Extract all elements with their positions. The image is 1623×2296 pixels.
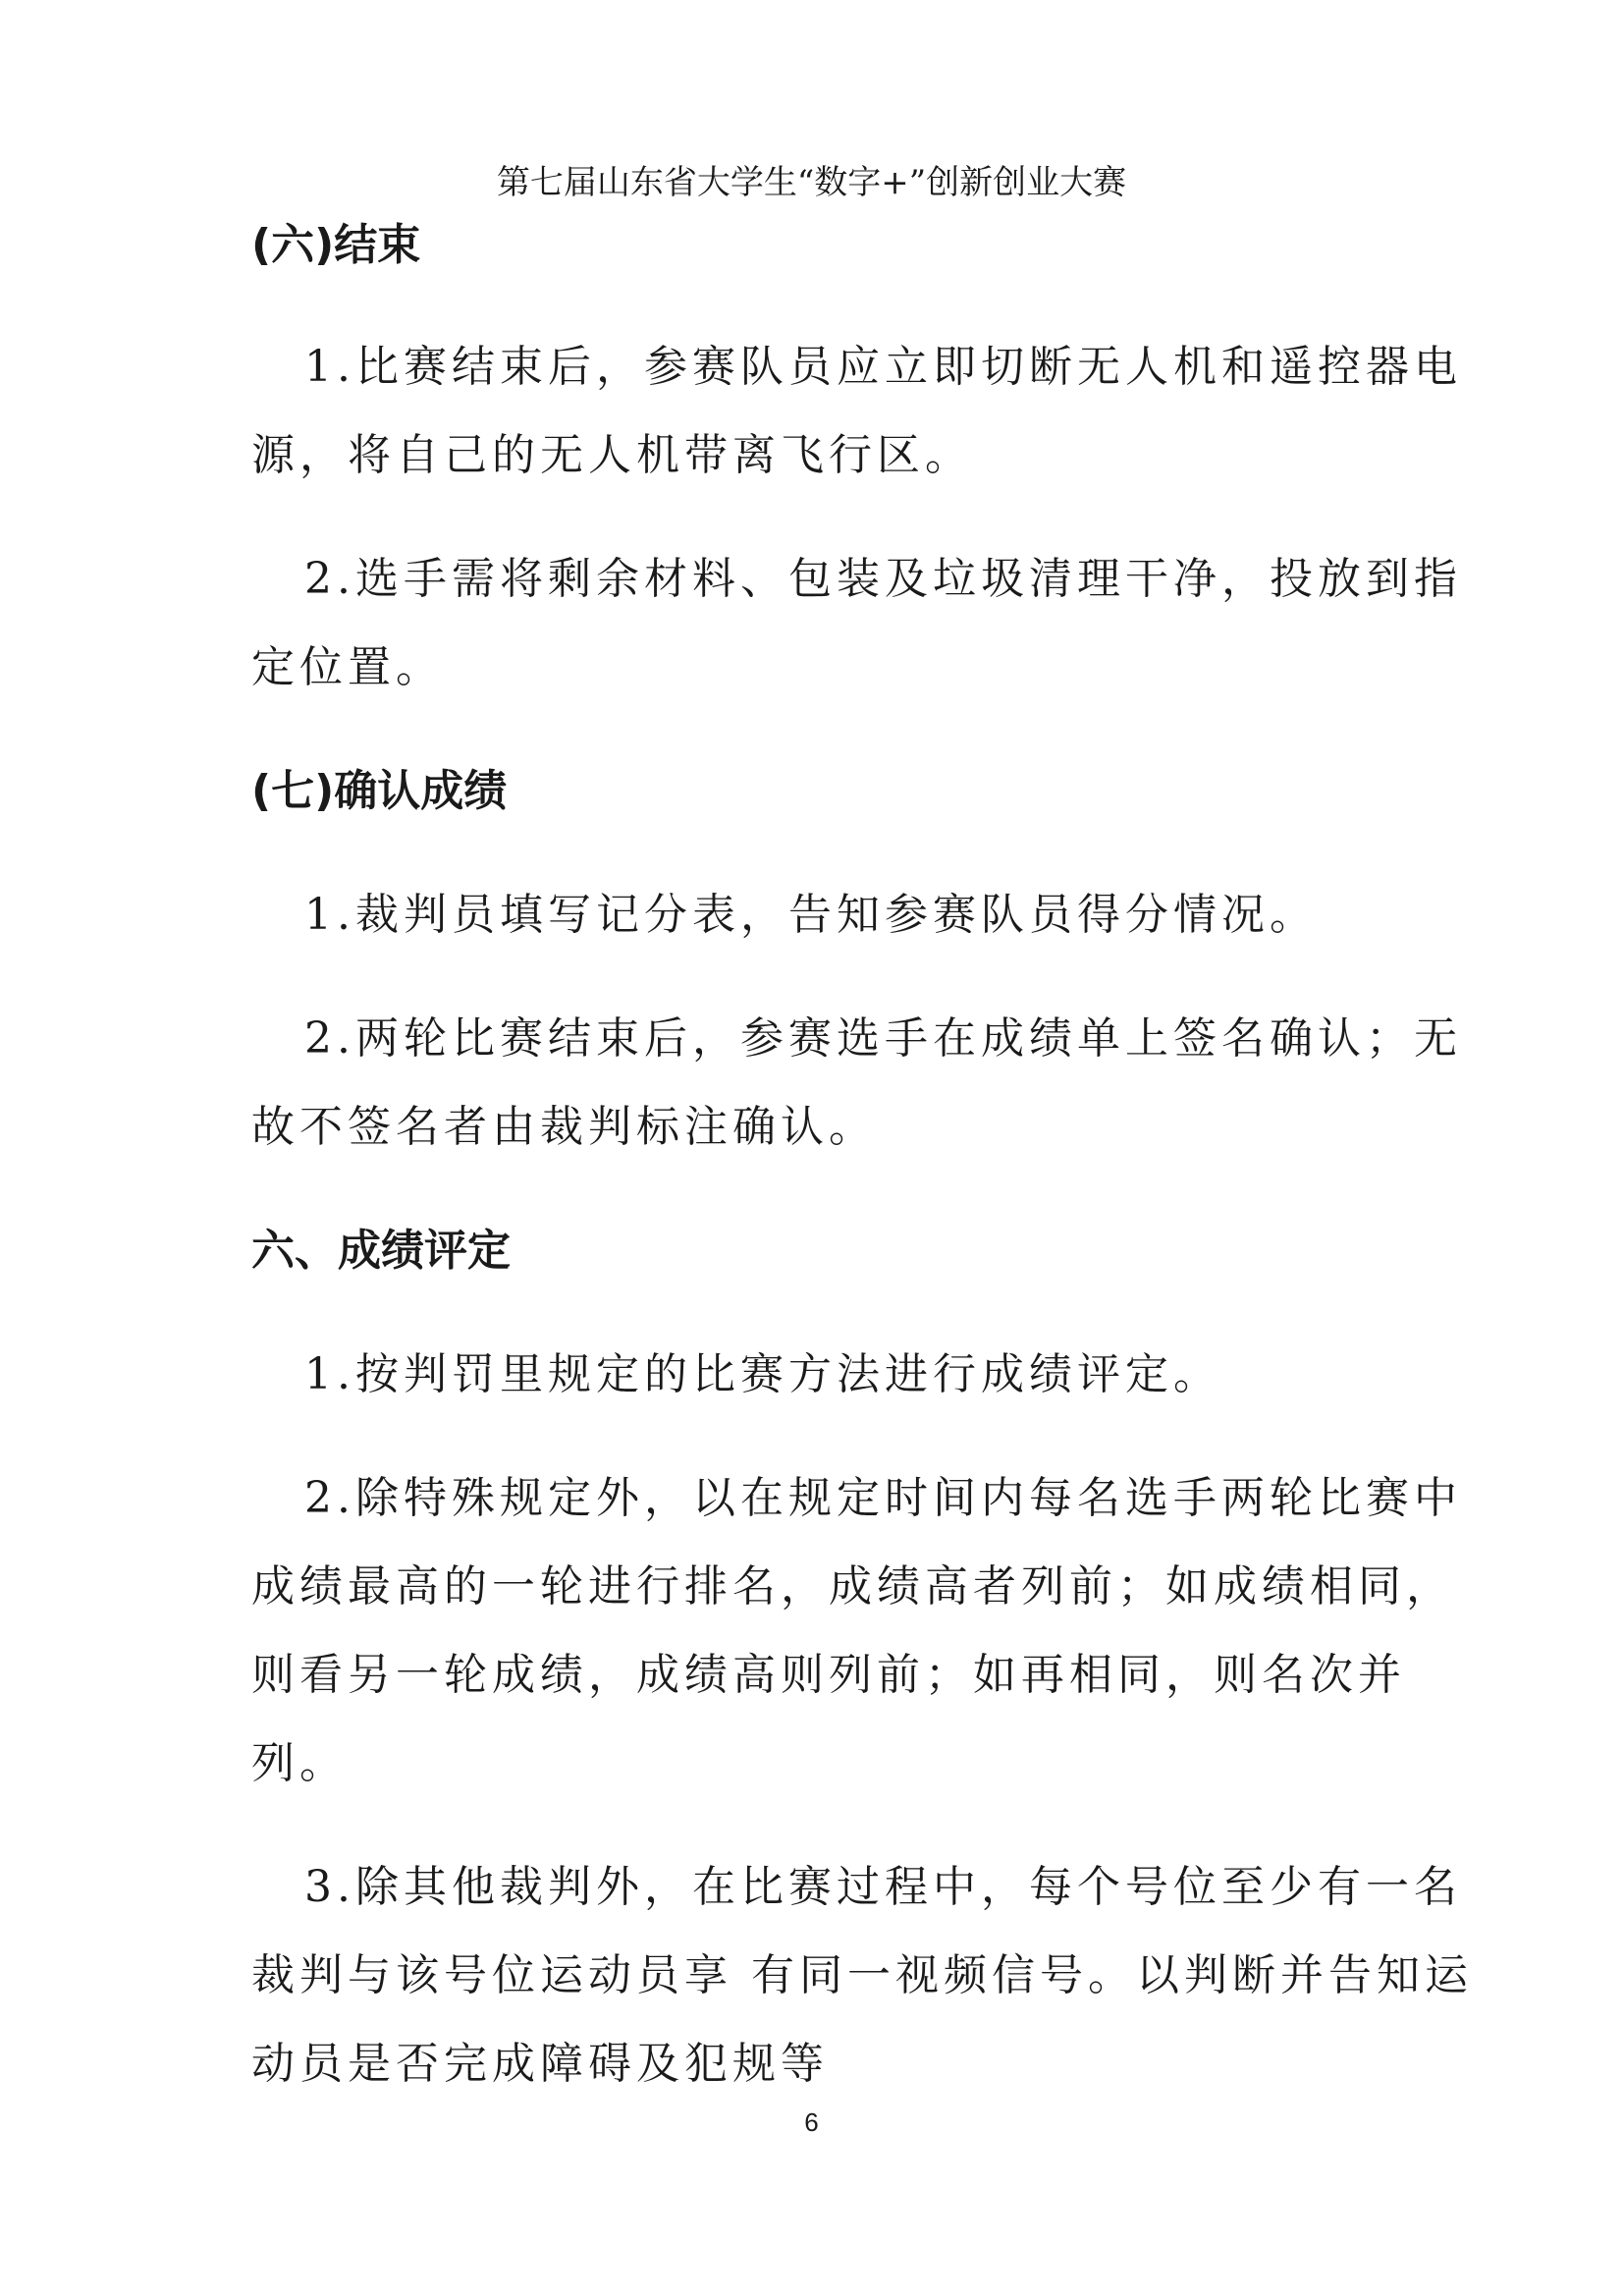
paragraph-line: 定位置。 (251, 642, 444, 692)
page-header: 第七届山东省大学生“数字+”创新创业大赛 (496, 163, 1127, 202)
section-heading-confirm-scores: (七)确认成绩 (251, 766, 508, 816)
paragraph-line: 成绩最高的一轮进行排名，成绩高者列前；如成绩相同， (251, 1561, 1454, 1612)
paragraph-line: 动员是否完成障碍及犯规等 (251, 2039, 829, 2089)
paragraph-line: 则看另一轮成绩，成绩高则列前；如再相同，则名次并 (251, 1650, 1406, 1700)
paragraph-line: 1.裁判员填写记分表，告知参赛队员得分情况。 (304, 890, 1318, 940)
paragraph-line: 1.比赛结束后，参赛队员应立即切断无人机和遥控器电 (304, 342, 1462, 392)
paragraph-line: 2.除特殊规定外，以在规定时间内每名选手两轮比赛中 (304, 1473, 1462, 1523)
paragraph-line: 2.两轮比赛结束后，参赛选手在成绩单上签名确认；无 (304, 1013, 1462, 1064)
paragraph-line: 裁判与该号位运动员享 有同一视频信号。以判断并告知运 (251, 1950, 1473, 2000)
paragraph-line: 2.选手需将剩余材料、包装及垃圾清理干净，投放到指 (304, 554, 1462, 604)
paragraph-line: 源，将自己的无人机带离飞行区。 (251, 430, 973, 480)
paragraph-line: 故不签名者由裁判标注确认。 (251, 1102, 877, 1152)
section-heading-end: (六)结束 (251, 220, 421, 270)
section-heading-score-evaluation: 六、成绩评定 (251, 1226, 511, 1276)
paragraph-line: 1.按判罚里规定的比赛方法进行成绩评定。 (304, 1349, 1221, 1399)
page-number: 6 (804, 2107, 819, 2137)
paragraph-line: 列。 (251, 1738, 348, 1788)
paragraph-line: 3.除其他裁判外，在比赛过程中，每个号位至少有一名 (304, 1862, 1462, 1912)
